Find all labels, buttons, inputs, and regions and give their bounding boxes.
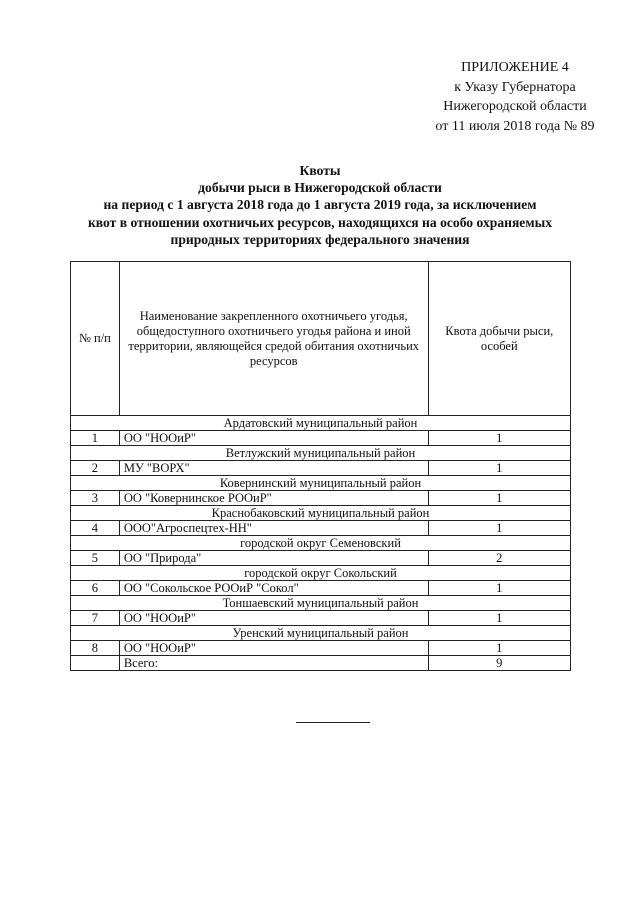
quota-table [70,261,571,671]
hunting-ground-name: ОО "НООиР" [119,641,428,656]
title-line: природных территориях федерального значения [170,231,470,247]
table-row [71,551,571,566]
district-name: Уренский муниципальный район [71,626,571,641]
row-number: 4 [71,521,120,536]
header-quota: Квота добычи рыси, особей [428,262,570,416]
district-name: Тоншаевский муниципальный район [71,596,571,611]
district-row [71,476,571,491]
row-number: 7 [71,611,120,626]
quota-value: 1 [428,491,570,506]
district-name: Ковернинский муниципальный район [71,476,571,491]
table-header-row [71,262,571,416]
header-name: Наименование закрепленного охотничьего угодья, общедоступного охотничьего угодья района и иной территории, являющейся средой обитания охотничьих ресурсов [119,262,428,416]
district-row [71,506,571,521]
district-row [71,626,571,641]
hunting-ground-name: ООО"Агроспецтех-НН" [119,521,428,536]
appendix-number: ПРИЛОЖЕНИЕ 4 [461,60,569,75]
district-name: Ветлужский муниципальный район [71,446,571,461]
district-name: городской округ Семеновский [71,536,571,551]
district-name: Краснобаковский муниципальный район [71,506,571,521]
table-row [71,491,571,506]
table-row [71,641,571,656]
total-label: Всего: [119,656,428,671]
footer-divider [296,722,370,723]
title-line: на период с 1 августа 2018 года до 1 августа 2019 года, за исключением [103,197,537,213]
row-number: 1 [71,431,120,446]
quota-value: 1 [428,641,570,656]
document-title [0,162,640,248]
district-name: Ардатовский муниципальный район [71,416,571,431]
district-row [71,416,571,431]
total-value: 9 [428,656,570,671]
hunting-ground-name: ОО "Сокольское РООиР "Сокол" [119,581,428,596]
table-row [71,461,571,476]
table-row [71,611,571,626]
title-line: добычи рыси в Нижегородской области [198,180,442,196]
row-number: 5 [71,551,120,566]
district-row [71,596,571,611]
header-num: № п/п [71,262,120,416]
quota-value: 2 [428,551,570,566]
hunting-ground-name: ОО "Ковернинское РООиР" [119,491,428,506]
quota-value: 1 [428,431,570,446]
title-line: квот в отношении охотничьих ресурсов, находящихся на особо охраняемых [87,214,553,230]
hunting-ground-name: МУ "ВОРХ" [119,461,428,476]
appendix-date: от 11 июля 2018 года № 89 [435,118,595,134]
district-row [71,446,571,461]
hunting-ground-name: ОО "НООиР" [119,431,428,446]
row-number: 6 [71,581,120,596]
row-number: 2 [71,461,120,476]
table-row [71,521,571,536]
row-number: 3 [71,491,120,506]
table-body [71,416,571,671]
district-row [71,566,571,581]
district-name: городской округ Сокольский [71,566,571,581]
row-number: 8 [71,641,120,656]
total-row [71,656,571,671]
quota-value: 1 [428,521,570,536]
title-line: Квоты [299,163,341,178]
appendix-decree: к Указу Губернатора [454,79,576,95]
quota-value: 1 [428,611,570,626]
total-empty-cell [71,656,120,671]
district-row [71,536,571,551]
hunting-ground-name: ОО "НООиР" [119,611,428,626]
hunting-ground-name: ОО "Природа" [119,551,428,566]
quota-value: 1 [428,461,570,476]
appendix-header [400,58,630,136]
appendix-region: Нижегородской области [443,99,587,114]
table-row [71,431,571,446]
quota-value: 1 [428,581,570,596]
table-row [71,581,571,596]
